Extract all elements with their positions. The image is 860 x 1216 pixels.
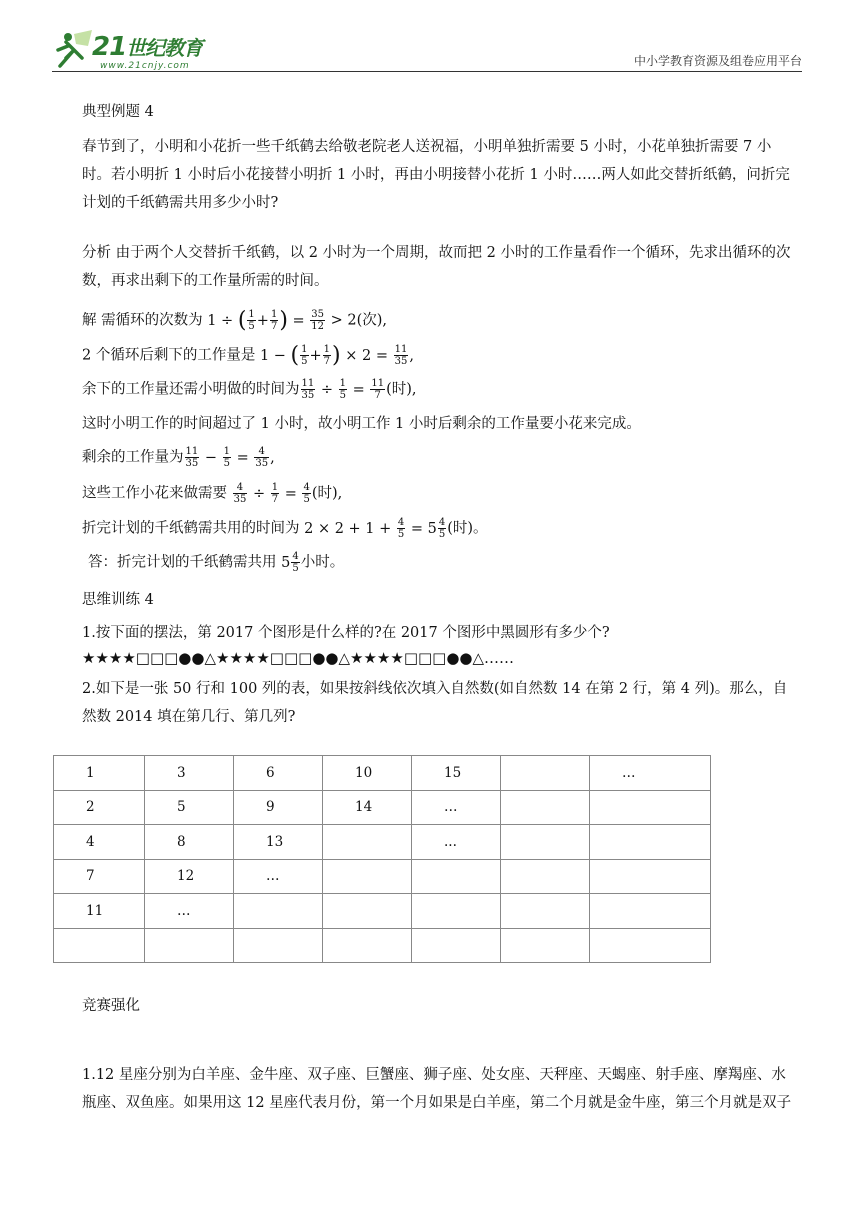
training-q1: 1.按下面的摆法，第 2017 个图形是什么样的?在 2017 个图形中黑圆形有多少个? — [82, 625, 610, 641]
table-cell — [234, 894, 323, 929]
solution-line-3: 余下的工作量还需小明做的时间为 $\frac{11}{35}$ ÷ $\frac{1}{5}$ = $\frac{11}{7}$ (时), — [82, 378, 417, 401]
table-cell: 2 — [54, 790, 145, 825]
table-row — [54, 894, 711, 929]
table-cell — [412, 928, 501, 963]
shape-pattern: ★★★★□□□●●△★★★★□□□●●△★★★★□□□●●△…… — [82, 649, 515, 667]
table-cell: 12 — [145, 859, 234, 894]
table-cell: … — [234, 859, 323, 894]
table-cell: 1 — [54, 756, 145, 791]
logo-text: 21世纪教育 — [92, 32, 203, 62]
table-cell — [590, 894, 711, 929]
table-cell — [323, 894, 412, 929]
logo-url: www.21cnjy.com — [100, 61, 190, 71]
table-cell — [323, 928, 412, 963]
table-cell: 9 — [234, 790, 323, 825]
table-cell — [412, 894, 501, 929]
number-table — [53, 755, 711, 963]
contest-q1: 1.12 星座分别为白羊座、金牛座、双子座、巨蟹座、狮子座、处女座、天秤座、天蝎座、射手座、摩羯座、水瓶座、双鱼座。如果用这 12 星座代表月份，第一个月如果是白羊座，第二个月就是金牛座，第三个月就是双子 — [82, 1067, 792, 1111]
logo — [52, 28, 252, 72]
training-q2: 2.如下是一张 50 行和 100 列的表，如果按斜线依次填入自然数(如自然数 14 在第 2 行，第 4 列)。那么，自然数 2014 填在第几行、第几列? — [82, 681, 788, 725]
table-cell — [501, 894, 590, 929]
table-cell: 6 — [234, 756, 323, 791]
table-cell — [323, 859, 412, 894]
solution-line-6: 这些工作小花来做需要 $\frac{4}{35}$ ÷ $\frac{1}{7}$ = $\frac{4}{5}$ (时), — [82, 482, 343, 505]
table-cell: 3 — [145, 756, 234, 791]
answer-line: 答：折完计划的千纸鹤需共用 5 $\frac{4}{5}$ 小时。 — [88, 551, 345, 574]
table-row — [54, 790, 711, 825]
example-problem — [82, 133, 800, 217]
page-header — [52, 28, 802, 72]
training-title: 思维训练 4 — [82, 592, 154, 608]
example-analysis — [82, 239, 800, 295]
table-cell — [590, 928, 711, 963]
table-cell: 14 — [323, 790, 412, 825]
table-row — [54, 825, 711, 860]
table-cell — [54, 928, 145, 963]
solution-line-2: 2 个循环后剩下的工作量是 1 − ( $\frac{1}{5}$ + $\frac{1}{7}$ ) × 2 = $\frac{11}{35}$ , — [82, 342, 414, 368]
table-row — [54, 928, 711, 963]
table-cell — [501, 825, 590, 860]
table-cell: … — [590, 756, 711, 791]
table-cell: 7 — [54, 859, 145, 894]
table-cell — [412, 859, 501, 894]
table-cell: 4 — [54, 825, 145, 860]
table-cell — [501, 859, 590, 894]
table-cell — [501, 790, 590, 825]
table-cell: 10 — [323, 756, 412, 791]
table-cell: 11 — [54, 894, 145, 929]
solution-line-1: 解 需循环的次数为 1 ÷ ( $\frac{1}{5}$ + $\frac{1}{7}$ ) = $\frac{35}{12}$ > 2(次), — [82, 307, 388, 333]
table-cell — [145, 928, 234, 963]
contest-title: 竞赛强化 — [82, 998, 140, 1014]
table-cell — [590, 790, 711, 825]
runner-logo-icon — [52, 28, 96, 72]
table-cell — [501, 928, 590, 963]
table-cell — [590, 859, 711, 894]
table-cell: 15 — [412, 756, 501, 791]
table-row — [54, 859, 711, 894]
solution-line-7: 折完计划的千纸鹤需共用的时间为 2 × 2 + 1 + $\frac{4}{5}$ = 5 $\frac{4}{5}$ (时)。 — [82, 517, 488, 540]
solution-line-5: 剩余的工作量为 $\frac{11}{35}$ − $\frac{1}{5}$ = $\frac{4}{35}$ , — [82, 446, 275, 469]
example-title: 典型例题 4 — [82, 104, 154, 120]
analysis-text: 分析 由于两个人交替折千纸鹤，以 2 小时为一个周期，故而把 2 小时的工作量看作一个循环，先求出循环的次数，再求出剩下的工作量所需的时间。 — [82, 245, 791, 289]
table-cell: 8 — [145, 825, 234, 860]
table-cell: … — [145, 894, 234, 929]
table-cell: ... — [412, 825, 501, 860]
table-cell — [501, 756, 590, 791]
solution-line-4: 这时小明工作的时间超过了 1 小时，故小明工作 1 小时后剩余的工作量要小花来完成。 — [82, 416, 641, 432]
table-cell — [234, 928, 323, 963]
table-cell: 13 — [234, 825, 323, 860]
table-cell — [323, 825, 412, 860]
problem-text: 春节到了，小明和小花折一些千纸鹤去给敬老院老人送祝福，小明单独折需要 5 小时，小花单独折需要 7 小时。若小明折 1 小时后小花接替小明折 1 小时，再由小明接替小花折 1 小时……两人如此交替折纸鹤，问折完计划的千纸鹤需共用多少小时? — [82, 139, 790, 211]
platform-name: 中小学教育资源及组卷应用平台 — [633, 54, 802, 68]
table-row — [54, 756, 711, 791]
header-divider — [52, 71, 802, 72]
table-cell: … — [412, 790, 501, 825]
table-cell — [590, 825, 711, 860]
table-cell: 5 — [145, 790, 234, 825]
